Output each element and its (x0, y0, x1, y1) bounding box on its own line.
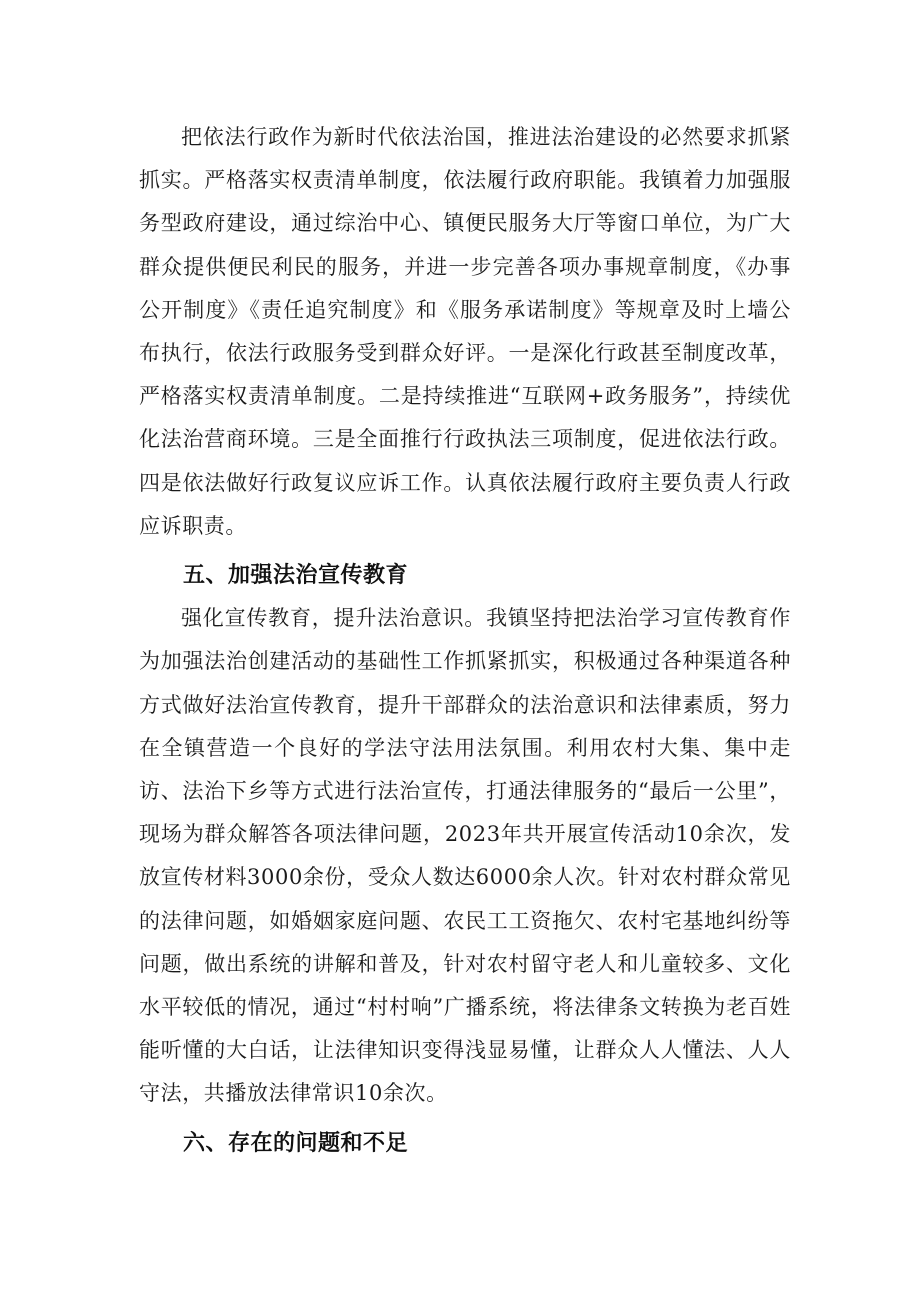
section-heading-legal-education: 五、加强法治宣传教育 (183, 563, 409, 589)
paragraph-legal-education: 强化宣传教育，提升法治意识。我镇坚持把法治学习宣传教育作为加强法治创建活动的基础性工作抓紧抓实，积极通过各种渠道各种方式做好法治宣传教育，提升干部群众的法治意识和法律素质，努力在全镇营造一个良好的学法守法用法氛围。利用农村大集、集中走访、法治下乡等方式进行法治宣传，打通法律服务的“最后一公里”，现场为群众解答各项法律问题，2023年共开展宣传活动10余次，发放宣传材料3000余份，受众人数达6000余人次。针对农村群众常见的法律问题，如婚姻家庭问题、农民工工资拖欠、农村宅基地纠纷等问题，做出系统的讲解和普及，针对农村留守老人和儿童较多、文化水平较低的情况，通过“村村响”广播系统，将法律条文转换为老百姓能听懂的大白话，让法律知识变得浅显易懂，让群众人人懂法、人人守法，共播放法律常识10余次。 (139, 606, 791, 1106)
paragraph-rule-of-law-administration: 把依法行政作为新时代依法治国，推进法治建设的必然要求抓紧抓实。严格落实权责清单制度，依法履行政府职能。我镇着力加强服务型政府建设，通过综治中心、镇便民服务大厅等窗口单位，为广大群众提供便民利民的服务，并进一步完善各项办事规章制度，《办事公开制度》《责任追究制度》和《服务承诺制度》等规章及时上墙公布执行，依法行政服务受到群众好评。一是深化行政甚至制度改革，严格落实权责清单制度。二是持续推进“互联网+政务服务”，持续优化法治营商环境。三是全面推行行政执法三项制度，促进依法行政。四是依法做好行政复议应诉工作。认真依法履行政府主要负责人行政应诉职责。 (139, 125, 791, 538)
section-heading-problems: 六、存在的问题和不足 (183, 1130, 409, 1156)
document-body (139, 116, 791, 1165)
